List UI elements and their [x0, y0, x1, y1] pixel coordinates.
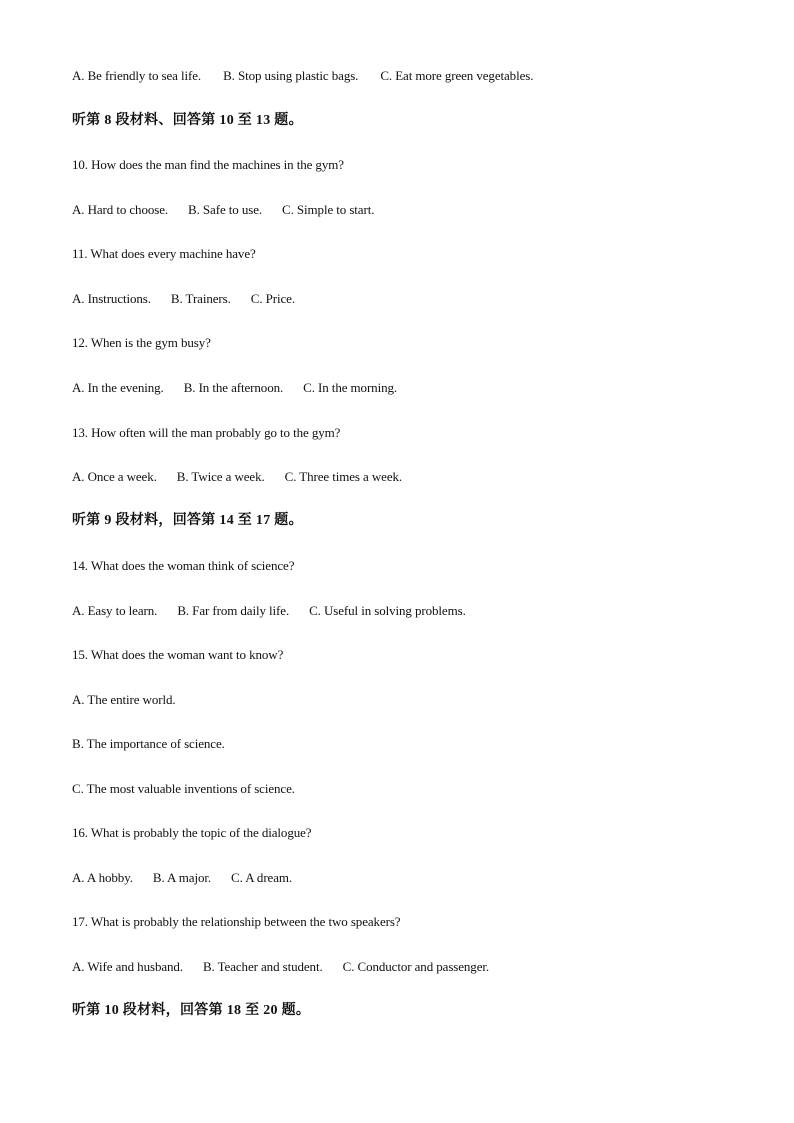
q17-option-a: A. Wife and husband. — [72, 959, 183, 974]
q13-option-b: B. Twice a week. — [176, 469, 265, 484]
section-10-heading: 听第 10 段材料，回答第 18 至 20 题。 — [72, 1003, 311, 1018]
q12-question: 12. When is the gym busy? — [72, 335, 211, 350]
q16-option-b: B. A major. — [152, 870, 212, 885]
q11-options — [72, 291, 295, 307]
q15-option-c: C. The most valuable inventions of science. — [72, 781, 295, 796]
q11-option-a: A. Instructions. — [72, 291, 151, 306]
q16-option-a: A. A hobby. — [72, 870, 133, 885]
q10-option-c: C. Simple to start. — [282, 202, 375, 217]
q17-option-b: B. Teacher and student. — [202, 959, 323, 974]
q10-options — [72, 202, 374, 218]
q15-option-b: B. The importance of science. — [72, 736, 225, 751]
section-9-heading: 听第 9 段材料，回答第 14 至 17 题。 — [72, 513, 303, 528]
q11-option-c: C. Price. — [250, 291, 295, 306]
q9-option-a: A. Be friendly to sea life. — [72, 68, 202, 83]
q9-options — [72, 68, 533, 84]
q16-options — [72, 870, 292, 886]
q16-option-c: C. A dream. — [231, 870, 293, 885]
q10-question: 10. How does the man find the machines in the gym? — [72, 157, 344, 172]
q9-option-c: C. Eat more green vegetables. — [380, 68, 534, 83]
q15-option-a: A. The entire world. — [72, 692, 176, 707]
q17-question: 17. What is probably the relationship between the two speakers? — [72, 914, 401, 929]
q13-options — [72, 469, 402, 485]
section-8-heading: 听第 8 段材料、回答第 10 至 13 题。 — [72, 113, 303, 128]
q14-option-b: B. Far from daily life. — [177, 603, 290, 618]
q15-question: 15. What does the woman want to know? — [72, 647, 284, 662]
q17-option-c: C. Conductor and passenger. — [342, 959, 490, 974]
q13-question: 13. How often will the man probably go to the gym? — [72, 425, 341, 440]
q10-option-b: B. Safe to use. — [188, 202, 263, 217]
q14-options — [72, 603, 466, 619]
q10-option-a: A. Hard to choose. — [72, 202, 169, 217]
q13-option-c: C. Three times a week. — [284, 469, 403, 484]
q12-options — [72, 380, 397, 396]
q14-option-c: C. Useful in solving problems. — [309, 603, 466, 618]
q9-option-b: B. Stop using plastic bags. — [223, 68, 359, 83]
q11-question: 11. What does every machine have? — [72, 246, 256, 261]
q12-option-a: A. In the evening. — [72, 380, 164, 395]
q17-options — [72, 959, 489, 975]
q11-option-b: B. Trainers. — [170, 291, 231, 306]
q14-option-a: A. Easy to learn. — [72, 603, 158, 618]
q13-option-a: A. Once a week. — [72, 469, 157, 484]
q16-question: 16. What is probably the topic of the dialogue? — [72, 825, 312, 840]
q12-option-c: C. In the morning. — [303, 380, 398, 395]
q14-question: 14. What does the woman think of science? — [72, 558, 295, 573]
q12-option-b: B. In the afternoon. — [183, 380, 284, 395]
